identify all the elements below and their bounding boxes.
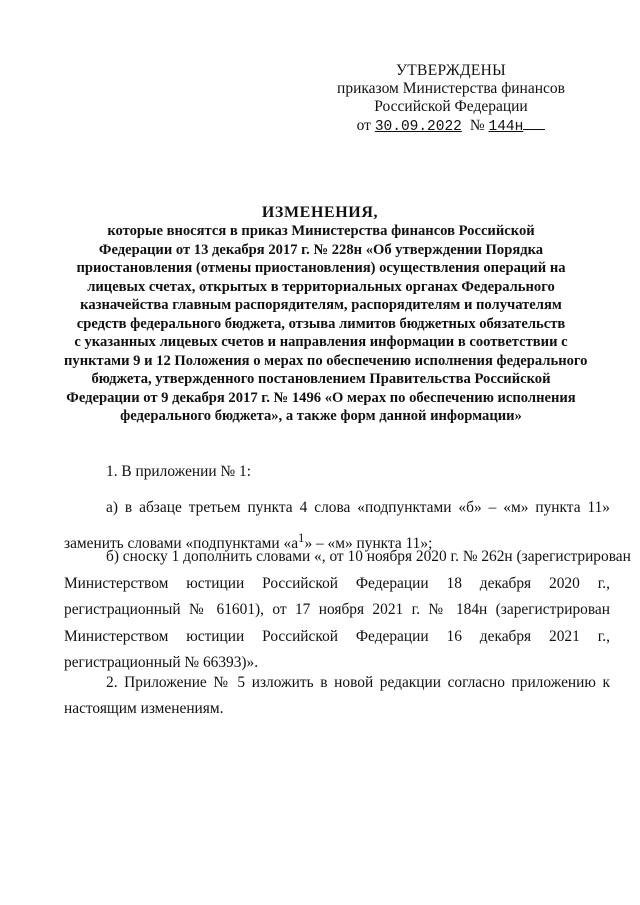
approval-stamp — [336, 62, 566, 136]
item-1b-line: регистрационный № 61601), от 17 ноября 2021 г. № 184н (зарегистрирован — [64, 601, 610, 618]
paragraph-item-1: 1. В приложении № 1: — [106, 463, 251, 480]
item-1b-line: Министерством юстиции Российской Федерации 18 декабря 2020 г., — [64, 574, 610, 592]
paragraph-item-2 — [64, 670, 610, 722]
item-1b-line: регистрационный № 66393)». — [64, 654, 259, 671]
item-2-line: 2. Приложение № 5 изложить в новой редакции согласно приложению к — [106, 674, 610, 691]
heading-line: с указанных лицевых счетов и направления информации в соответствии с — [74, 334, 568, 350]
approval-line-1: приказом Министерства финансов — [337, 80, 565, 97]
document-title: ИЗМЕНЕНИЯ, — [261, 204, 379, 221]
heading-line: Федерации от 9 декабря 2017 г. № 1496 «О мерах по обеспечению исполнения — [66, 389, 576, 406]
order-number: 144н — [488, 119, 524, 135]
heading-line: Федерации от 13 декабря 2017 г. № 228н «Об утверждении Порядка — [98, 241, 544, 258]
superscript-mark: 1 — [298, 531, 305, 545]
from-label: от — [356, 117, 371, 134]
paragraph-item-1b — [64, 544, 631, 677]
heading-line: казначейства главным распорядителям, распорядителям и получателям — [80, 297, 562, 313]
approval-line-2: Российской Федерации — [374, 98, 528, 115]
heading-line: лицевых счетах, открытых в территориальных органах Федерального — [87, 278, 555, 295]
item-1b-line: Министерством юстиции Российской Федерации 16 декабря 2021 г., — [64, 627, 610, 645]
item-1b-line: б) сноску 1 дополнить словами «, от 10 ноября 2020 г. № 262н (зарегистрирован — [106, 548, 631, 565]
item-1a-text-end: » – «м» пункта 11»; — [304, 535, 433, 553]
heading-line: приостановления (отмены приостановления) осуществления операций на — [76, 260, 566, 276]
number-label: № — [469, 117, 485, 134]
heading-line: бюджета, утвержденного постановлением Правительства Российской — [91, 371, 551, 387]
document-heading — [64, 222, 588, 426]
heading-line: федерального бюджета», а также форм данной информации» — [120, 408, 522, 424]
order-date: 30.09.2022 — [374, 119, 462, 135]
heading-line: средств федерального бюджета, отзыва лимитов бюджетных обязательств — [76, 315, 566, 332]
heading-line: пунктами 9 и 12 Положения о мерах по обеспечению исполнения федерального — [64, 352, 588, 369]
approval-title: УТВЕРЖДЕНЫ — [396, 62, 506, 79]
order-date-number — [336, 116, 566, 136]
item-1a-text-start: а) в абзаце третьем пункта 4 слова «подпунктами «б» – «м» пункта 11» заменить словами «подпунктами «а — [64, 499, 610, 553]
item-2-line: настоящим изменениям. — [64, 700, 224, 717]
heading-line: которые вносятся в приказ Министерства финансов Российской — [107, 223, 535, 239]
